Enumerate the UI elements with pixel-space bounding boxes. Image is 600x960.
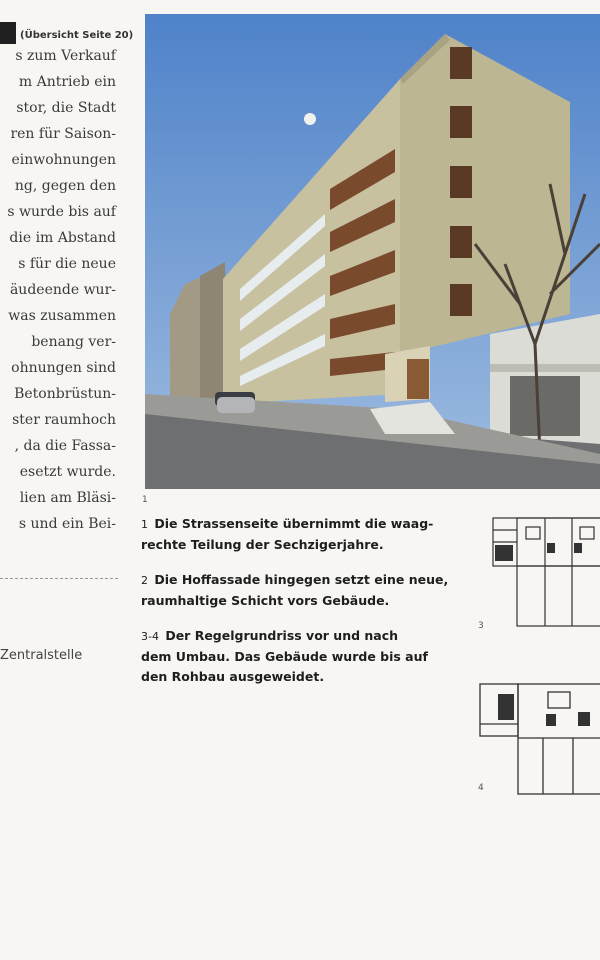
body-text-line: einwohnungen [11,152,116,168]
body-text-line: m Antrieb ein [18,74,116,90]
dashed-divider [0,578,118,579]
caption-3-4-text-line3: den Rohbau ausgeweidet. [141,669,325,684]
caption-2-number: 2 [141,574,148,587]
body-text-line: benang ver- [31,334,116,350]
caption-3-4-text: Der Regelgrundriss vor und nach [165,628,399,643]
caption-3-4 [141,626,461,687]
plan-3-number: 3 [478,621,484,631]
caption-1 [141,514,461,555]
body-text-line: äudeende wur- [9,282,116,298]
caption-3-4-number: 3-4 [141,630,159,643]
photo-figure-number: 1 [142,495,148,505]
caption-3-4-text-line2: dem Umbau. Das Gebäude wurde bis auf [141,649,428,664]
body-text-line: ren für Saison- [10,126,116,142]
caption-1-text-line2: rechte Teilung der Sechzigerjahre. [141,537,384,552]
plan-4-number: 4 [478,783,484,793]
body-text-line: die im Abstand [9,230,116,246]
building-photo [145,14,600,489]
body-text-line: Betonbrüstun- [14,386,116,402]
body-text-line: s zum Verkauf [15,48,116,64]
body-text-line: s für die neue [18,256,116,272]
body-text-line: was zusammen [8,308,116,324]
body-text-line: s wurde bis auf [7,204,116,220]
caption-2-text-line2: raumhaltige Schicht vors Gebäude. [141,593,390,608]
body-text-line: lien am Bläsi- [19,490,116,506]
floor-plan-before [490,515,600,630]
body-text-line: ohnungen sind [11,360,116,376]
caption-2-text: Die Hoffassade hingegen setzt eine neue, [154,572,449,587]
body-text-line: ster raumhoch [12,412,116,428]
caption-1-text: Die Strassenseite übernimmt die waag- [154,516,434,531]
floor-plan-after [478,682,600,797]
caption-2 [141,570,461,611]
body-text-line: stor, die Stadt [16,100,116,116]
source-credit: Zentralstelle [0,648,83,663]
body-text-line: esetzt wurde. [19,464,116,480]
body-text-line: s und ein Bei- [18,516,116,532]
body-text-line: , da die Fassa- [14,438,116,454]
body-text-line: ng, gegen den [14,178,116,194]
heading-marker [0,22,16,44]
overview-reference: (Übersicht Seite 20) [20,30,134,41]
caption-1-number: 1 [141,518,148,531]
